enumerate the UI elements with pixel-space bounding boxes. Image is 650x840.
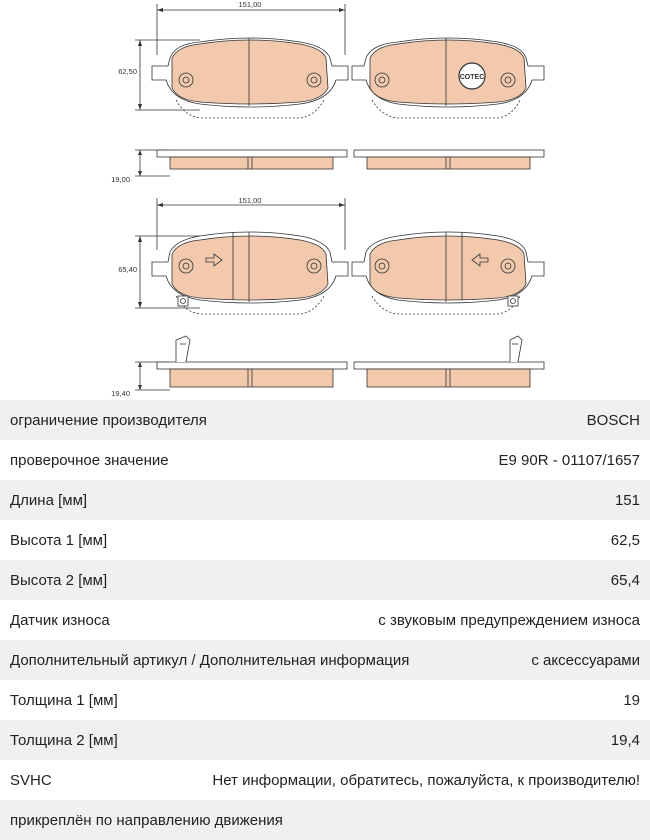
side-view-top-right bbox=[354, 150, 544, 169]
technical-drawing bbox=[0, 0, 650, 400]
spec-label: проверочное значение bbox=[10, 451, 169, 469]
dimension-thickness-bottom-label: 19,40 bbox=[111, 389, 130, 398]
spec-label: прикреплён по направлению движения bbox=[10, 811, 283, 829]
brake-pad-top-left bbox=[152, 38, 348, 118]
spec-row bbox=[0, 560, 650, 600]
dimension-height-bottom-label: 65,40 bbox=[118, 265, 137, 274]
spec-value: 151 bbox=[614, 491, 640, 509]
spec-label: Датчик износа bbox=[10, 611, 110, 629]
side-view-bottom-right bbox=[354, 336, 544, 387]
spec-value: BOSCH bbox=[586, 411, 640, 429]
spec-value: 19,4 bbox=[610, 731, 640, 749]
spec-row bbox=[0, 480, 650, 520]
spec-row bbox=[0, 600, 650, 640]
spec-label: ограничение производителя bbox=[10, 411, 207, 429]
spec-label: Высота 2 [мм] bbox=[10, 571, 108, 589]
specs-table bbox=[0, 400, 650, 840]
dimension-length-top-label: 151,00 bbox=[238, 0, 262, 9]
dimension-length-bottom-label: 151,00 bbox=[238, 196, 262, 205]
brake-pad-drawing bbox=[0, 0, 650, 400]
dimension-thickness-top-label: 19,00 bbox=[111, 175, 130, 184]
spec-value: 19 bbox=[623, 691, 640, 709]
side-view-bottom-left bbox=[157, 336, 347, 387]
spec-row bbox=[0, 720, 650, 760]
spec-value: E9 90R - 01107/1657 bbox=[498, 451, 640, 469]
dimension-height-top-label: 62,50 bbox=[118, 67, 137, 76]
cotec-logo-text: COTEC bbox=[459, 74, 485, 81]
spec-value: с звуковым предупреждением износа bbox=[378, 611, 640, 629]
spec-value: 62,5 bbox=[610, 531, 640, 549]
spec-label: Толщина 1 [мм] bbox=[10, 691, 118, 709]
spec-value: 65,4 bbox=[610, 571, 640, 589]
spec-row bbox=[0, 520, 650, 560]
spec-row bbox=[0, 440, 650, 480]
spec-label: Длина [мм] bbox=[10, 491, 88, 509]
spec-label: Дополнительный артикул / Дополнительная информация bbox=[10, 651, 410, 669]
spec-row bbox=[0, 640, 650, 680]
spec-row bbox=[0, 800, 650, 840]
side-view-top-left bbox=[157, 150, 347, 169]
brake-pad-bottom-right bbox=[352, 232, 544, 314]
spec-value: Нет информации, обратитесь, пожалуйста, к производителю! bbox=[212, 771, 640, 789]
brake-pad-bottom-left bbox=[152, 232, 348, 314]
spec-label: Толщина 2 [мм] bbox=[10, 731, 118, 749]
spec-label: Высота 1 [мм] bbox=[10, 531, 108, 549]
spec-value: с аксессуарами bbox=[531, 651, 640, 669]
spec-row bbox=[0, 400, 650, 440]
spec-label: SVHC bbox=[10, 771, 52, 789]
brake-pad-top-right bbox=[352, 38, 544, 118]
spec-row bbox=[0, 680, 650, 720]
spec-row bbox=[0, 760, 650, 800]
wear-sensor-clip-icon bbox=[178, 296, 188, 306]
